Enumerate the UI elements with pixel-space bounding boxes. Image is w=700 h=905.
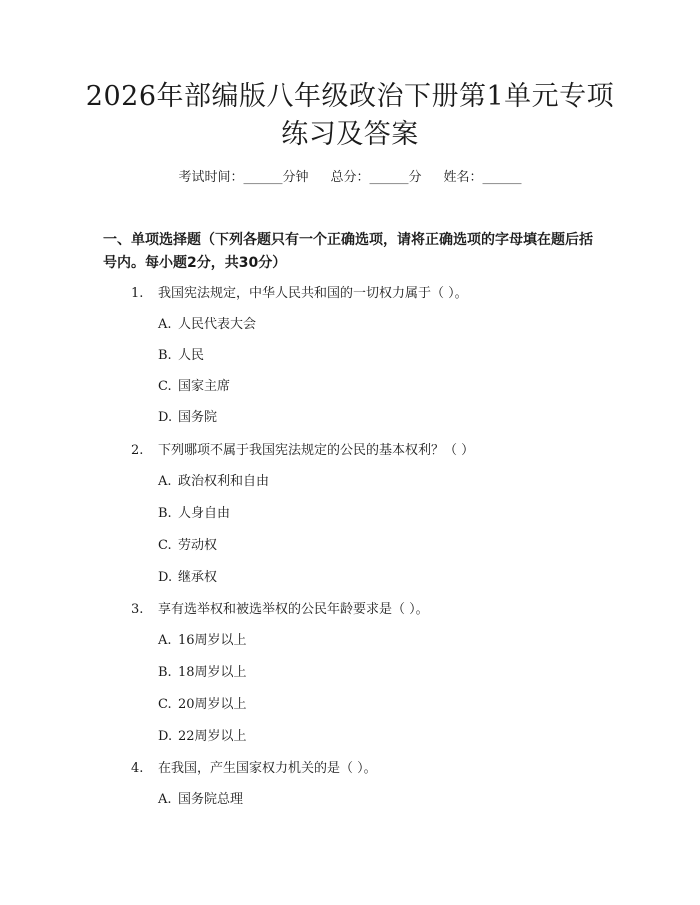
exam-time-field: 考试时间：______分钟 [178,170,309,185]
q1-option-c: C. 国家主席 [158,379,231,394]
q1-option-b: B. 人民 [158,348,205,363]
question-1 [131,284,468,304]
total-score-field: 总分：______分 [330,170,422,185]
section-heading-line-2: 号内。每小题2分，共30分） [103,255,287,271]
section-heading [103,229,603,275]
question-3 [131,600,429,620]
exam-meta [0,168,700,188]
question-number: 2. [131,443,144,458]
question-text: 我国宪法规定，中华人民共和国的一切权力属于（ ）。 [158,286,468,301]
q3-option-c: C. 20周岁以上 [158,697,247,712]
q2-option-c: C. 劳动权 [158,538,218,553]
question-number: 4. [131,761,144,776]
q3-option-b: B. 18周岁以上 [158,665,247,680]
q3-option-d: D. 22周岁以上 [158,729,247,744]
q2-option-a: A. 政治权利和自由 [158,474,270,489]
question-text: 下列哪项不属于我国宪法规定的公民的基本权利？（ ） [158,443,475,458]
q2-option-b: B. 人身自由 [158,506,231,521]
question-2 [131,441,474,461]
section-heading-line-1: 一、单项选择题（下列各题只有一个正确选项，请将正确选项的字母填在题后括 [103,232,593,248]
title-line-2: 练习及答案 [281,119,419,150]
question-4 [131,759,377,779]
q4-option-a: A. 国务院总理 [158,792,244,807]
title-line-1: 2026年部编版八年级政治下册第1单元专项 [85,81,615,112]
q1-option-a: A. 人民代表大会 [158,317,257,332]
student-name-field: 姓名：______ [443,170,522,185]
question-text: 享有选举权和被选举权的公民年龄要求是（ ）。 [158,602,429,617]
question-text: 在我国，产生国家权力机关的是（ ）。 [158,761,377,776]
page-title [60,78,640,154]
q2-option-d: D. 继承权 [158,570,218,585]
question-number: 1. [131,286,144,301]
q3-option-a: A. 16周岁以上 [158,633,247,648]
q1-option-d: D. 国务院 [158,410,218,425]
question-number: 3. [131,602,144,617]
